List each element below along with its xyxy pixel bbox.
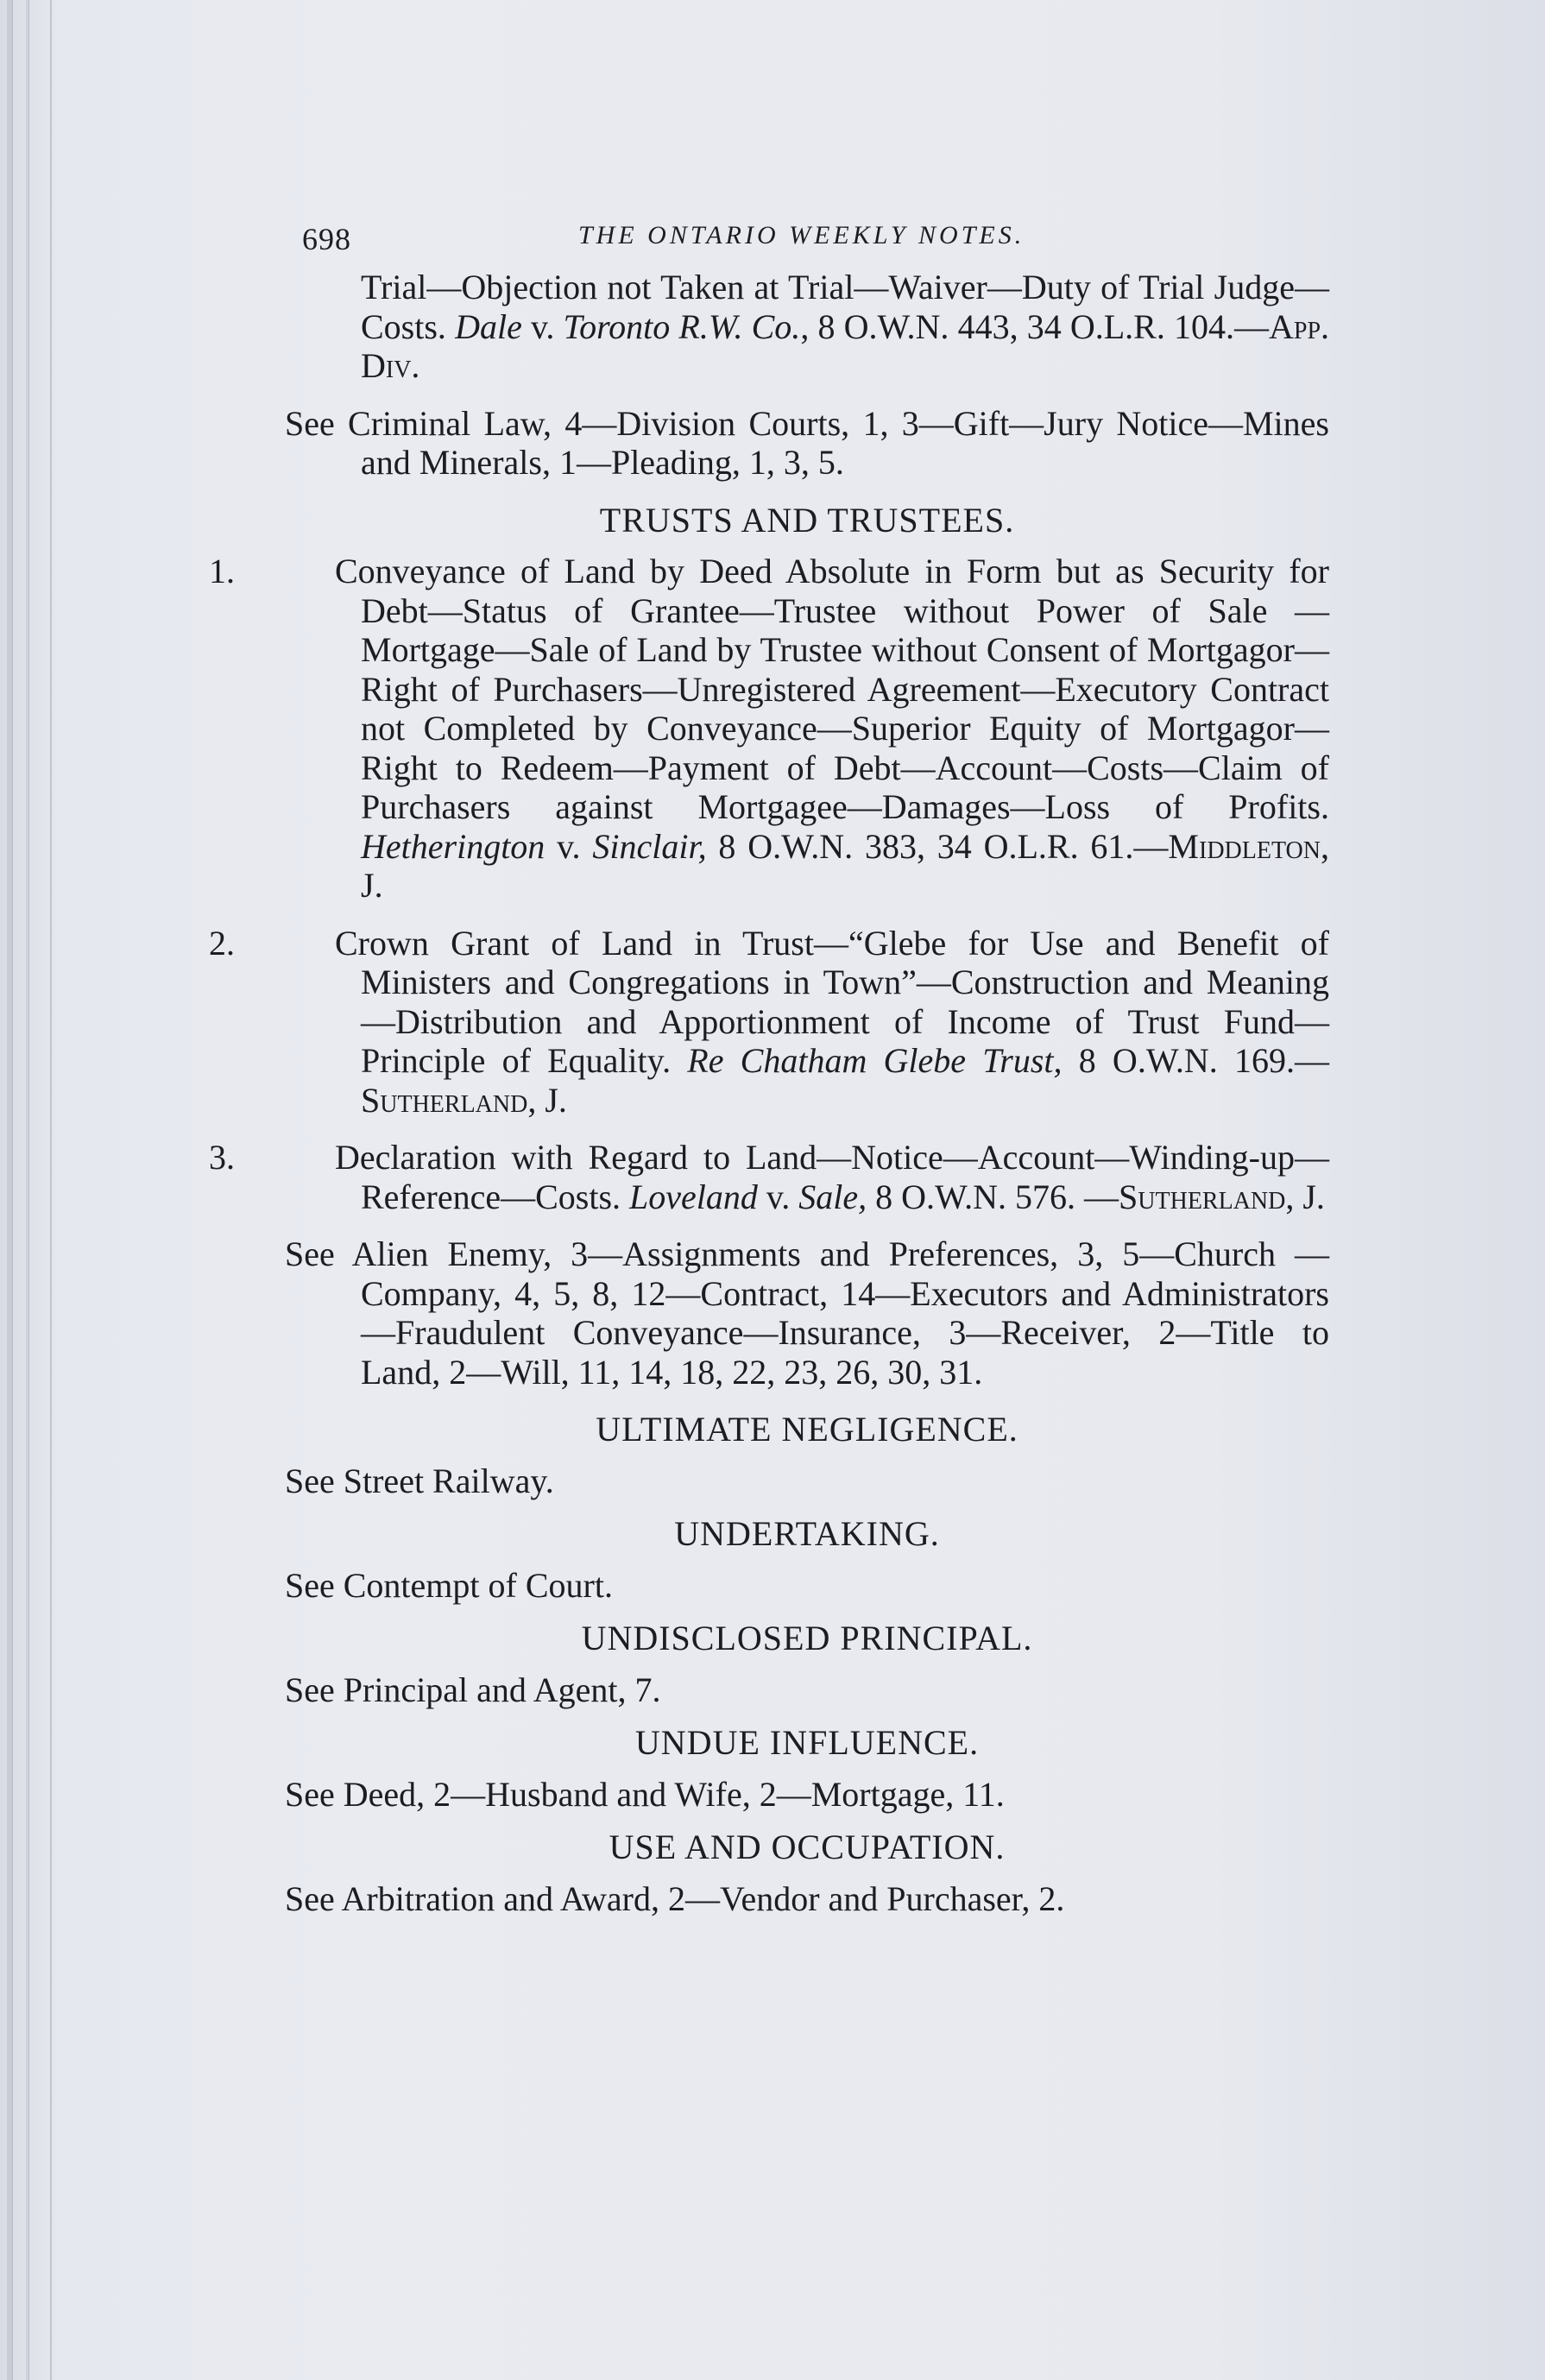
see-also-entry: See Criminal Law, 4—Division Courts, 1, 3—Gift—Jury Notice—Mines and Minerals, 1—Pleading, 1, 3, 5. [285, 403, 1329, 482]
section-heading: ULTIMATE NEGLIGENCE. [596, 1410, 1018, 1449]
page-header [302, 216, 1329, 268]
citation: , 8 O.W.N. 443, 34 O.L.R. 104.— [800, 306, 1269, 346]
see-also-entry: See Deed, 2—Husband and Wife, 2—Mortgage, 11. [285, 1774, 1005, 1814]
trust-entry-1 [209, 552, 1329, 906]
page-edge [7, 0, 13, 2380]
case-name: Re Chatham Glebe Trust, [687, 1041, 1063, 1080]
see-also-entry: See Principal and Agent, 7. [285, 1670, 661, 1709]
see-also-entry: See Arbitration and Award, 2—Vendor and Purchaser, 2. [285, 1878, 1065, 1918]
page-number: 698 [302, 222, 351, 256]
section-heading: TRUSTS AND TRUSTEES. [599, 500, 1015, 540]
section-heading: USE AND OCCUPATION. [609, 1828, 1006, 1866]
entry-text: Trial—Objection not Taken at Trial—Waiver—Duty of Trial Judge—Costs. [361, 268, 1329, 346]
entry-text: Declaration with Regard to Land—Notice—Account—Winding-up—Reference—Costs. [335, 1138, 1329, 1216]
case-party: Sale, [798, 1177, 867, 1216]
citation: 8 O.W.N. 576. — [867, 1177, 1119, 1216]
see-also-entry: See Alien Enemy, 3—Assignments and Preferences, 3, 5—Church —Company, 4, 5, 8, 12—Contract, 14—Executors and Administrators—Fraudulent Conveyance—Insurance, 3—Receiver, 2—Title to Land, 2—Will, 11, 14, 18, 22, 23, 26, 30, 31. [285, 1234, 1329, 1392]
versus: v. [545, 826, 593, 866]
citation: 8 O.W.N. 383, 34 O.L.R. 61.— [706, 826, 1169, 866]
section-heading: UNDUE INFLUENCE. [634, 1723, 980, 1762]
see-also-entry: See Street Railway. [285, 1461, 554, 1500]
case-name: Loveland [629, 1177, 758, 1216]
see-also-entry: See Contempt of Court. [285, 1565, 613, 1605]
page-edge [50, 0, 52, 2380]
entry-number: 1. [209, 552, 235, 590]
versus: v. [521, 306, 564, 346]
judge: Middleton, J. [361, 826, 1329, 905]
court: App. Div. [361, 306, 1330, 385]
section-heading: UNDISCLOSED PRINCIPAL. [581, 1619, 1033, 1657]
section-heading: UNDERTAKING. [674, 1514, 940, 1553]
continued-entry [285, 268, 1329, 386]
trust-entry-2 [209, 923, 1329, 1121]
entry-number: 3. [209, 1138, 235, 1177]
case-name: Dale [455, 306, 522, 346]
judge: Sutherland, J. [361, 1080, 567, 1120]
case-party: Sinclair, [592, 826, 707, 866]
index-content [209, 268, 1330, 1932]
trust-entry-3 [209, 1138, 1329, 1216]
case-name: Hetherington [361, 826, 545, 866]
entry-text: Conveyance of Land by Deed Absolute in Form but as Security for Debt—Status of Grantee—Trustee without Power of Sale —Mortgage—Sale of Land by Trustee without Consent of Mortgagor—Right of Purchasers—Unregistered Agreement—Executory Contract not Completed by Conveyance—Superior Equity of Mortgagor—Right to Redeem—Payment of Debt—Account—Costs—Claim of Purchasers against Mortgagee—Damages—Loss of Profits. [335, 552, 1329, 826]
judge: Sutherland, J. [1119, 1177, 1325, 1216]
entry-text: Crown Grant of Land in Trust—“Glebe for Use and Benefit of Ministers and Congregations in Town”—Construction and Meaning—Distribution and Apportionment of Income of Trust Fund—Principle of Equality. [335, 923, 1329, 1080]
case-party: Toronto R.W. Co. [563, 306, 801, 346]
running-title: THE ONTARIO WEEKLY NOTES. [578, 221, 1025, 249]
citation: 8 O.W.N. 169.— [1062, 1041, 1329, 1080]
entry-number: 2. [209, 923, 235, 963]
versus: v. [757, 1177, 799, 1216]
page-edge [26, 0, 29, 2380]
